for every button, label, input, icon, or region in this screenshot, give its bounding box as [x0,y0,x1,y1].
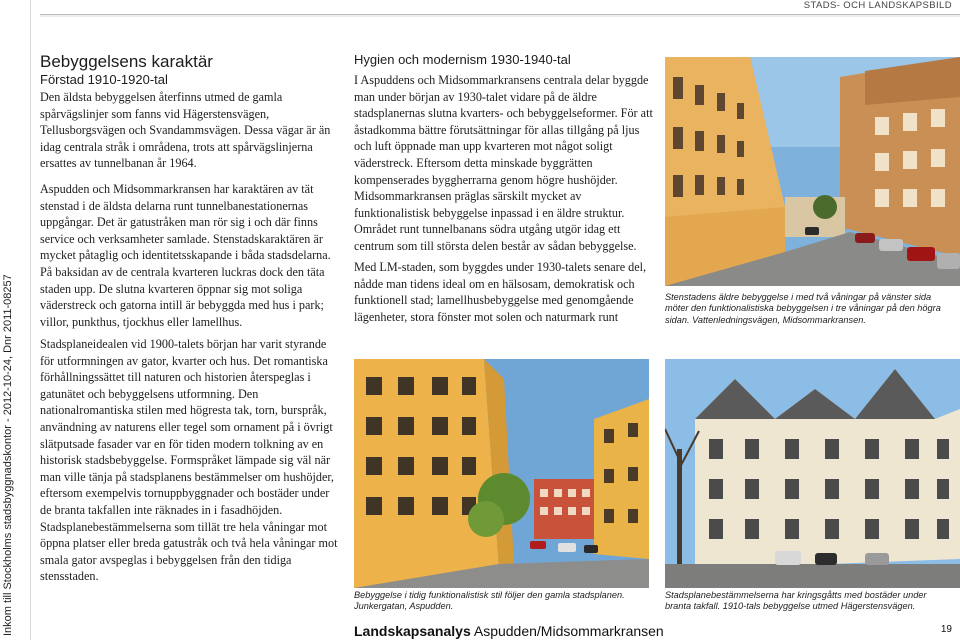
section-label: STADS- OCH LANDSKAPSBILD [803,0,952,11]
page-number: 19 [940,624,952,635]
caption-top-right: Stenstadens äldre bebyggelse i med två våningar på vänster sida möter den funktionalistiska bebyggelsen i tre våningar på den högra sidan. Vattenledningsvägen, Midsommarkransen. [665,292,941,325]
paragraph-stone-city: Aspudden och Midsommarkransen har karaktären av tät stenstad i de äldsta delarna runt tunnelbanestationernas uppgångar. Det är gatustråken man rör sig i och där finns service och verksamheter samlade. Stenstadskaraktären är mycket påtaglig och identitetsskapande i båda stadsdelarna. På baksidan av de centrala kvarteren luckras dock den täta staden upp. De slutna kvarteren öppnar sig mot soliga väderstreck och gatorna intill är bebyggda med hus i park; villor, punkthus, tjockhus eller lamellhus. [40,182,331,329]
paragraph-lm-staden: Med LM-staden, som byggdes under 1930-talets senare del, nådde man tidens ideal om en hälsosam, demokratisk och funktionell stad; lamellhusbebyggelse med genomgående lägenheter, stora fönster mot solen och naturmark runt [354,260,647,324]
footer-bold: Landskapsanalys [354,623,471,639]
footer-rest: Aspudden/Midsommarkransen [470,623,664,639]
header-band [40,15,960,17]
section-subtitle-1910: Förstad 1910-1920-tal [40,72,168,87]
street-photo-vattenledningsvagen [665,57,960,286]
section-subtitle-1930: Hygien och modernism 1930-1940-tal [354,52,571,67]
paragraph-oldest-buildings: Den äldsta bebyggelsen återfinns utmed de gamla spårvägslinjer som fanns vid Hägerstensvägen, Tellusborgsvägen och Svandammsvägen. Dessa vägar är än idag centrala stråk i områdena, trots att spårvägslinjerna ersattes av tunnelbanan år 1964. [40,90,331,171]
caption-bottom-right: Stadsplanebestämmelserna har kringsgåtts med bostäder under branta takfall. 1910-tals bebyggelse utmed Hägerstensvägen. [665,590,927,612]
footer-title [354,623,664,639]
street-photo-junkergatan [354,359,649,588]
caption-bottom-middle: Bebyggelse i tidig funktionalistisk stil följer den gamla stadsplanen. Junkergatan, Aspudden. [354,590,625,612]
margin-divider [30,0,31,640]
paragraph-planning-ideals: Stadsplaneidealen vid 1900-talets början har varit styrande för utformningen av gator, kvarter och hus. Det romantiska förhållningssättet till naturen och historien återspeglas i gatunätet och bebyggelsens utformning. Den nationalromantiska stilen med högresta tak, torn, burspråk, användning av naturens eller tegel som ornament på i övrigt slätputsade fasader var en för tiden modern tolkning av en historisk stadsbebyggelse. Formspråket lämpade sig väl när man ville tänja på stadsplanens bestämmelser om hushöjder, eftersom exempelvis tornuppbyggnader och bostäder under de branta takfallen inte räknades in i fasadhöjden. Stadsplanebestämmelserna som tillät tre hela våningar mot öppna platser eller breda gatustråk och två hela våningar mot smala gator avspeglas i bebyggelsen från den tidiga stensstaden. [40,337,338,584]
page-title: Bebyggelsens karaktär [40,52,213,71]
paragraph-hygiene: I Aspuddens och Midsommarkransens centrala delar byggde man under början av 1930-talet vidare på de äldre stadsplanernas slutna kvarters- och bebyggelseformer. För att åstadkomma bättre förutsättningar för allas tillgång på ljus och luft öppnade man upp kvarteren mot något soligt väderstreck. Eftersom detta minskade byggrätten kompenserades byggherrarna genom högre hushöjder. Midsommarkransen präglas särskilt mycket av funktionalistisk bebyggelse inpassad i en äldre struktur. Området runt tunnelbanans södra utgång utgör idag ett centrum som till största delen består av sådan bebyggelse. [354,73,653,253]
street-photo-hagerstensvagen [665,359,960,588]
registration-stamp: Inkom till Stockholms stadsbyggnadskontor - 2012-10-24, Dnr 2011-08257 [2,274,14,636]
